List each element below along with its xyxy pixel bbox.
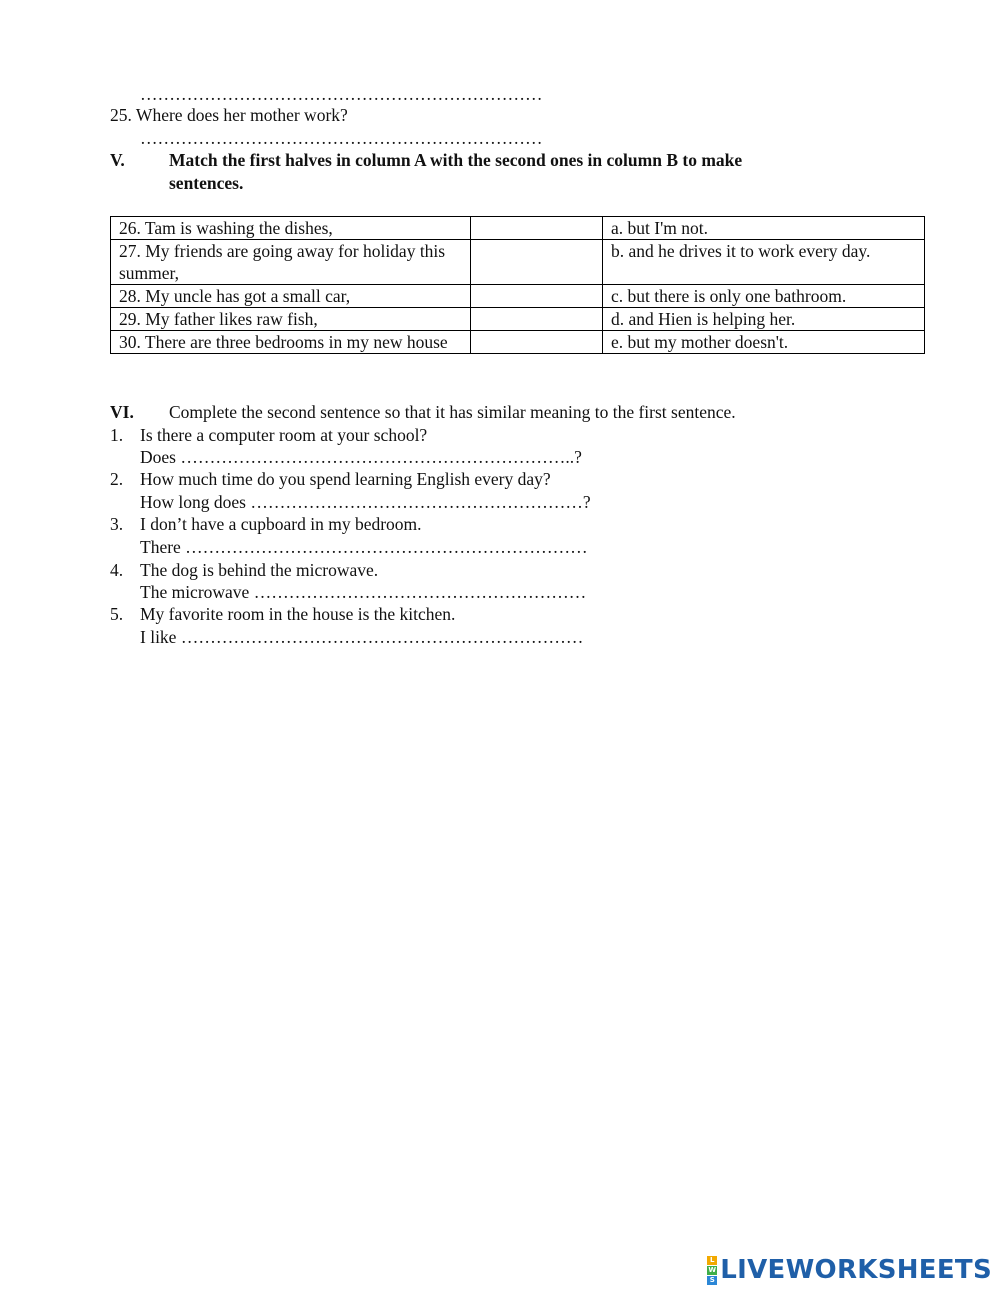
logo-block: S (707, 1276, 717, 1285)
item-answer-prompt[interactable]: Does …………………………………………………………..? (140, 447, 582, 467)
item-answer-prompt[interactable]: The microwave ………………………………………………… (140, 582, 587, 602)
item-answer-prompt[interactable]: How long does …………………………………………………? (140, 492, 591, 512)
table-row (111, 308, 925, 331)
section-vi-instruction: Complete the second sentence so that it has similar meaning to the first sentence. (169, 402, 736, 422)
column-a-cell: 27. My friends are going away for holiday this summer, (111, 240, 471, 285)
logo-mark-icon (707, 1256, 717, 1285)
item-answer-prompt[interactable]: There …………………………………………………………… (140, 537, 588, 557)
column-a-cell: 30. There are three bedrooms in my new house (111, 331, 471, 354)
question-25: 25. Where does her mother work? (110, 105, 348, 125)
liveworksheets-logo (707, 1255, 992, 1285)
section-v-instruction-cont: sentences. (169, 173, 244, 193)
column-b-cell: a. but I'm not. (603, 217, 925, 240)
item-sentence: My favorite room in the house is the kitchen. (140, 604, 456, 624)
matching-table (110, 216, 925, 354)
column-a-cell: 29. My father likes raw fish, (111, 308, 471, 331)
item-sentence: Is there a computer room at your school? (140, 425, 428, 445)
item-number: 4. (110, 560, 124, 580)
answer-cell-26[interactable] (471, 217, 603, 240)
column-a-cell: 28. My uncle has got a small car, (111, 285, 471, 308)
section-v-numeral: V. (110, 150, 125, 170)
column-a-cell: 26. Tam is washing the dishes, (111, 217, 471, 240)
item-number: 1. (110, 425, 124, 445)
column-b-cell: e. but my mother doesn't. (603, 331, 925, 354)
column-b-cell: b. and he drives it to work every day. (603, 240, 925, 285)
answer-cell-29[interactable] (471, 308, 603, 331)
answer-blank-24[interactable]: …………………………………………………………… (140, 84, 543, 104)
item-number: 3. (110, 514, 124, 534)
answer-cell-27[interactable] (471, 240, 603, 285)
column-b-cell: d. and Hien is helping her. (603, 308, 925, 331)
answer-blank-25[interactable]: …………………………………………………………… (140, 128, 543, 148)
answer-cell-28[interactable] (471, 285, 603, 308)
logo-text: LIVEWORKSHEETS (720, 1255, 992, 1285)
item-sentence: How much time do you spend learning English every day? (140, 469, 551, 489)
section-vi-numeral: VI. (110, 402, 134, 422)
answer-cell-30[interactable] (471, 331, 603, 354)
logo-block: L (707, 1256, 717, 1265)
item-number: 2. (110, 469, 124, 489)
table-row (111, 285, 925, 308)
item-sentence: The dog is behind the microwave. (140, 560, 379, 580)
item-sentence: I don’t have a cupboard in my bedroom. (140, 514, 422, 534)
item-number: 5. (110, 604, 124, 624)
section-v-instruction: Match the first halves in column A with the second ones in column B to make (169, 150, 743, 170)
logo-block: W (708, 1265, 717, 1274)
table-row (111, 240, 925, 285)
item-answer-prompt[interactable]: I like …………………………………………………………… (140, 627, 584, 647)
table-row (111, 331, 925, 354)
table-row (111, 217, 925, 240)
column-b-cell: c. but there is only one bathroom. (603, 285, 925, 308)
